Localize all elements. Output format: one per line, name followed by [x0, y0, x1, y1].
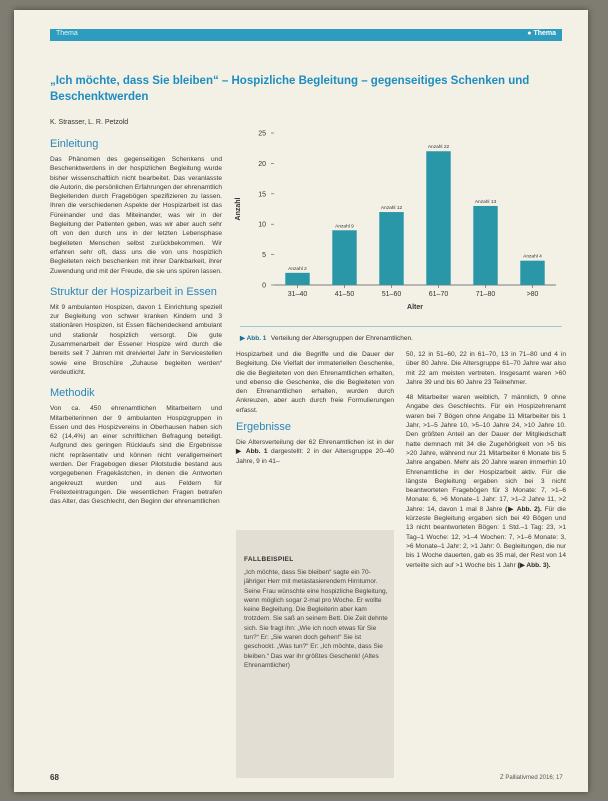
y-tick-label: 20 — [258, 160, 266, 168]
right2-text: 48 Mitarbeiter waren weiblich, 7 männlich, 9 ohne Angabe des Geschlechts. Für ein Hospizehrenamt waren bei 7 Bögen ohne Angabe 11 Mitarbeiter bis 1 Jahr, >1–5 Jahre 10, >5–10 Jahre 24, >10 Jahre 10. Den größten Anteil an der Dauer der Mitgliedschaft hatte demnach mit 34 die Zugehörigkeit von >5 bis >20 Jahre, während nur 21 Mitarbeiter 6 Monate bis 5 Jahre angaben. Mehr als 20 Jahre waren immerhin 10 Ehrenamtliche in der Hospizarbeit aktiv. Für die längste Begleitung ergaben sich bei 3 nicht beantworteten Fragebögen für 3 Monate: 7, >1–6 Monate: 6, >6 Monate–1 Jahr: 17, >1–2 Jahre 11, >2 Jahre: 14, davon 1 mal 8 Jahre — [406, 394, 566, 513]
age-distribution-chart — [226, 125, 570, 341]
case-example-box — [236, 530, 394, 778]
bar-data-label: Anzahl 22 — [427, 145, 450, 151]
x-tick-label: 61–70 — [428, 291, 449, 298]
paragraph-right2 — [406, 393, 566, 570]
ref-abb3[interactable]: (▶ Abb. 3). — [517, 561, 551, 569]
bar — [285, 273, 309, 285]
ergebnisse-text: Die Altersverteilung der 62 Ehrenamtlichen ist in der — [236, 439, 394, 447]
bar-data-label: Anzahl 9 — [335, 224, 354, 230]
caption-label: ▶ Abb. 1 — [240, 335, 267, 342]
paragraph-right: 50, 12 in 51–60, 22 in 61–70, 13 in 71–80 und 4 in über 80 Jahre. Die Altersgruppe 61–70 Jahre war also mit 22 am meisten vertreten. Insgesamt waren >60 Jahre 39 und bis 60 Jahre 23 Teilnehmer. — [406, 351, 566, 386]
bar-data-label: Anzahl 2 — [288, 266, 307, 272]
middle-column — [236, 350, 394, 470]
header-thema: ● Thema — [527, 30, 556, 37]
paragraph-struktur: Mit 9 ambulanten Hospizen, davon 1 Einrichtung speziell zur Begleitung von schwer kranken Kindern und 3 stationären Hospizen, ist Essen flächendeckend ambulant und stationär hospizlich versorgt. Die gute Zusammenarbeit der Essener Hospize wird durch die bereits seit 7 Jahren mit dreiviertel Jahr in Servicestellen sowie eine Broschüre „Zuhause begleiten werden“ verdeutlicht. — [50, 303, 222, 376]
page — [14, 10, 588, 792]
bar — [473, 206, 497, 285]
bar — [520, 261, 544, 285]
y-tick-label: 0 — [262, 282, 266, 290]
bar — [332, 230, 356, 285]
ref-abb2[interactable]: (▶ Abb. 2). — [505, 505, 542, 513]
x-tick-label: 41–50 — [334, 291, 355, 298]
paragraph-einleitung: Das Phänomen des gegenseitigen Schenkens und Beschenktwerdens in der hospizlichen Begleitung wurde bisher wissenschaftlich nicht bearbeitet. Das veranlasste die Autorin, die persönlichen Erfahrungen der ehrenamtlich Begleitenden durch Fragebögen spezifizieren zu lassen. Ihren die verschiedenen Aspekte der Hospizarbeit ist das Füreinander und das Miteinander, was wir in der Begleitung der Patienten geben, was wir aber auch sehr oft von den durch uns in der letzten Lebensphase begleiteten Menschen selbst zurückbekommen. Wir erfahren sehr oft, dass uns die von uns hospizlich Begleiteten reich beschenken mit ihrer Dankbarkeit, ihrer Zuwendung und mit der Freude, die sie uns spüren lassen. — [50, 156, 222, 275]
right-column — [406, 350, 566, 574]
section-heading-einleitung: Einleitung — [50, 138, 99, 150]
section-heading-ergebnisse: Ergebnisse — [236, 421, 292, 434]
x-tick-label: 51–60 — [381, 291, 402, 298]
caption-text: Verteilung der Altersgruppen der Ehrenamtlichen. — [270, 335, 413, 342]
paragraph-mid: Hospizarbeit und die Begriffe und die Dauer der Begleitung. Die Vielfalt der immateriellen Geschenke, die die Begleiteten von den Ehrenamtlichen erhalten, und ebenso die Geschenke, die die Begleiteten von den Ehrenamtlichen erhalten, wurden durch Ankreuzen, aber auch durch freie Formulierungen erfasst. — [236, 351, 394, 414]
ref-abb1[interactable]: ▶ Abb. 1 — [236, 448, 268, 456]
bar — [426, 151, 450, 285]
ergebnisse-text2: dargestellt: 2 in der Altersgruppe 20–40 Jahre, 9 in 41– — [236, 448, 394, 465]
y-tick-label: 10 — [258, 221, 266, 229]
header-category: Thema — [56, 30, 78, 37]
case-example-label: FALLBEISPIEL — [244, 556, 294, 563]
bar — [379, 212, 403, 285]
section-heading-struktur: Struktur der Hospizarbeit in Essen — [50, 285, 217, 298]
bar-data-label: Anzahl 12 — [380, 206, 403, 212]
left-column — [50, 132, 222, 511]
right3-text: Für die kürzeste Begleitung ergaben sich bei 49 Bögen und 13 nicht beantworteten Bögen: 1 Std.–1 Tag: 23, >1 Tag–1 Woche: 12, >1–4 Wochen: 7, >1–6 Monate: 3, >6 Monate–1 Jahr: 2, >1 Jahr: 0. Begleitungen, die nur bis 1 Woche dauerten, gab es 35 mal, der Rest von 14 verteilte sich auf >1 Woche bis 1 Jahr — [406, 505, 566, 569]
y-tick-label: 15 — [258, 191, 266, 199]
header-bar — [50, 29, 562, 41]
x-tick-label: >80 — [526, 291, 539, 298]
y-tick-label: 25 — [258, 130, 266, 138]
y-axis-label: Anzahl — [235, 197, 242, 221]
article-title: „Ich möchte, dass Sie bleiben“ – Hospizliche Begleitung – gegenseitiges Schenken und Beschenktwerden — [50, 75, 530, 103]
paragraph-methodik: Von ca. 450 ehrenamtlichen Mitarbeitern und Mitarbeiterinnen der 9 ambulanten Hospizgruppen in Essen und des Hospizvereins in Oberhausen haben sich 62 (14,4%) an einer schriftlichen Befragung beteiligt. Aufgrund des geringen Rücklaufs sind die Ergebnisse nicht repräsentativ und können nicht verallgemeinert werden. Der Fragebogen dieser Pilotstudie bestand aus vorgegebenen Fragekästchen, in denen die Antworten angekreuzt wurden und aus Feldern für Freitexteintragungen. Die wesentlichen Fragen betrafen das Alter, das Geschlecht, den Beginn der ehrenamtlichen — [50, 405, 222, 506]
section-heading-methodik: Methodik — [50, 387, 95, 400]
bar-data-label: Anzahl 13 — [474, 199, 497, 205]
case-example-text: „Ich möchte, dass Sie bleiben“ sagte ein 70-jähriger Herr mit metastasierendem Hirntumor. Seine Frau wünschte eine hospizliche Begleitung, wenn möglich sogar 2-mal pro Woche. Er wollte keine Begleitung. Die Begleiterin aber kam trotzdem. Sie saß an seinem Bett. Die Zeit dehnte sich. Sie fragt ihn: „Wie ich noch etwas für Sie tun?“ Er: „Sie waren doch gehen!“ Sie ist geschockt. „Was tun?“ Er: „Ich möchte, dass Sie bleiben.“ Das war ihr größtes Geschenk! (Altes Ehrenamtlicher) — [244, 569, 388, 669]
figure-caption — [240, 326, 562, 341]
page-number: 68 — [50, 773, 59, 782]
paragraph-ergebnisse — [236, 438, 394, 466]
header-thema-label: Thema — [533, 30, 556, 37]
authors: K. Strasser, L. R. Petzold — [50, 119, 129, 126]
y-tick-label: 5 — [262, 252, 266, 260]
journal-reference: Z Palliativmed 2016; 17 — [500, 775, 563, 781]
x-axis-label: Alter — [407, 304, 423, 311]
x-tick-label: 31–40 — [287, 291, 308, 298]
bar-data-label: Anzahl 4 — [523, 254, 542, 260]
x-tick-label: 71–80 — [475, 291, 496, 298]
